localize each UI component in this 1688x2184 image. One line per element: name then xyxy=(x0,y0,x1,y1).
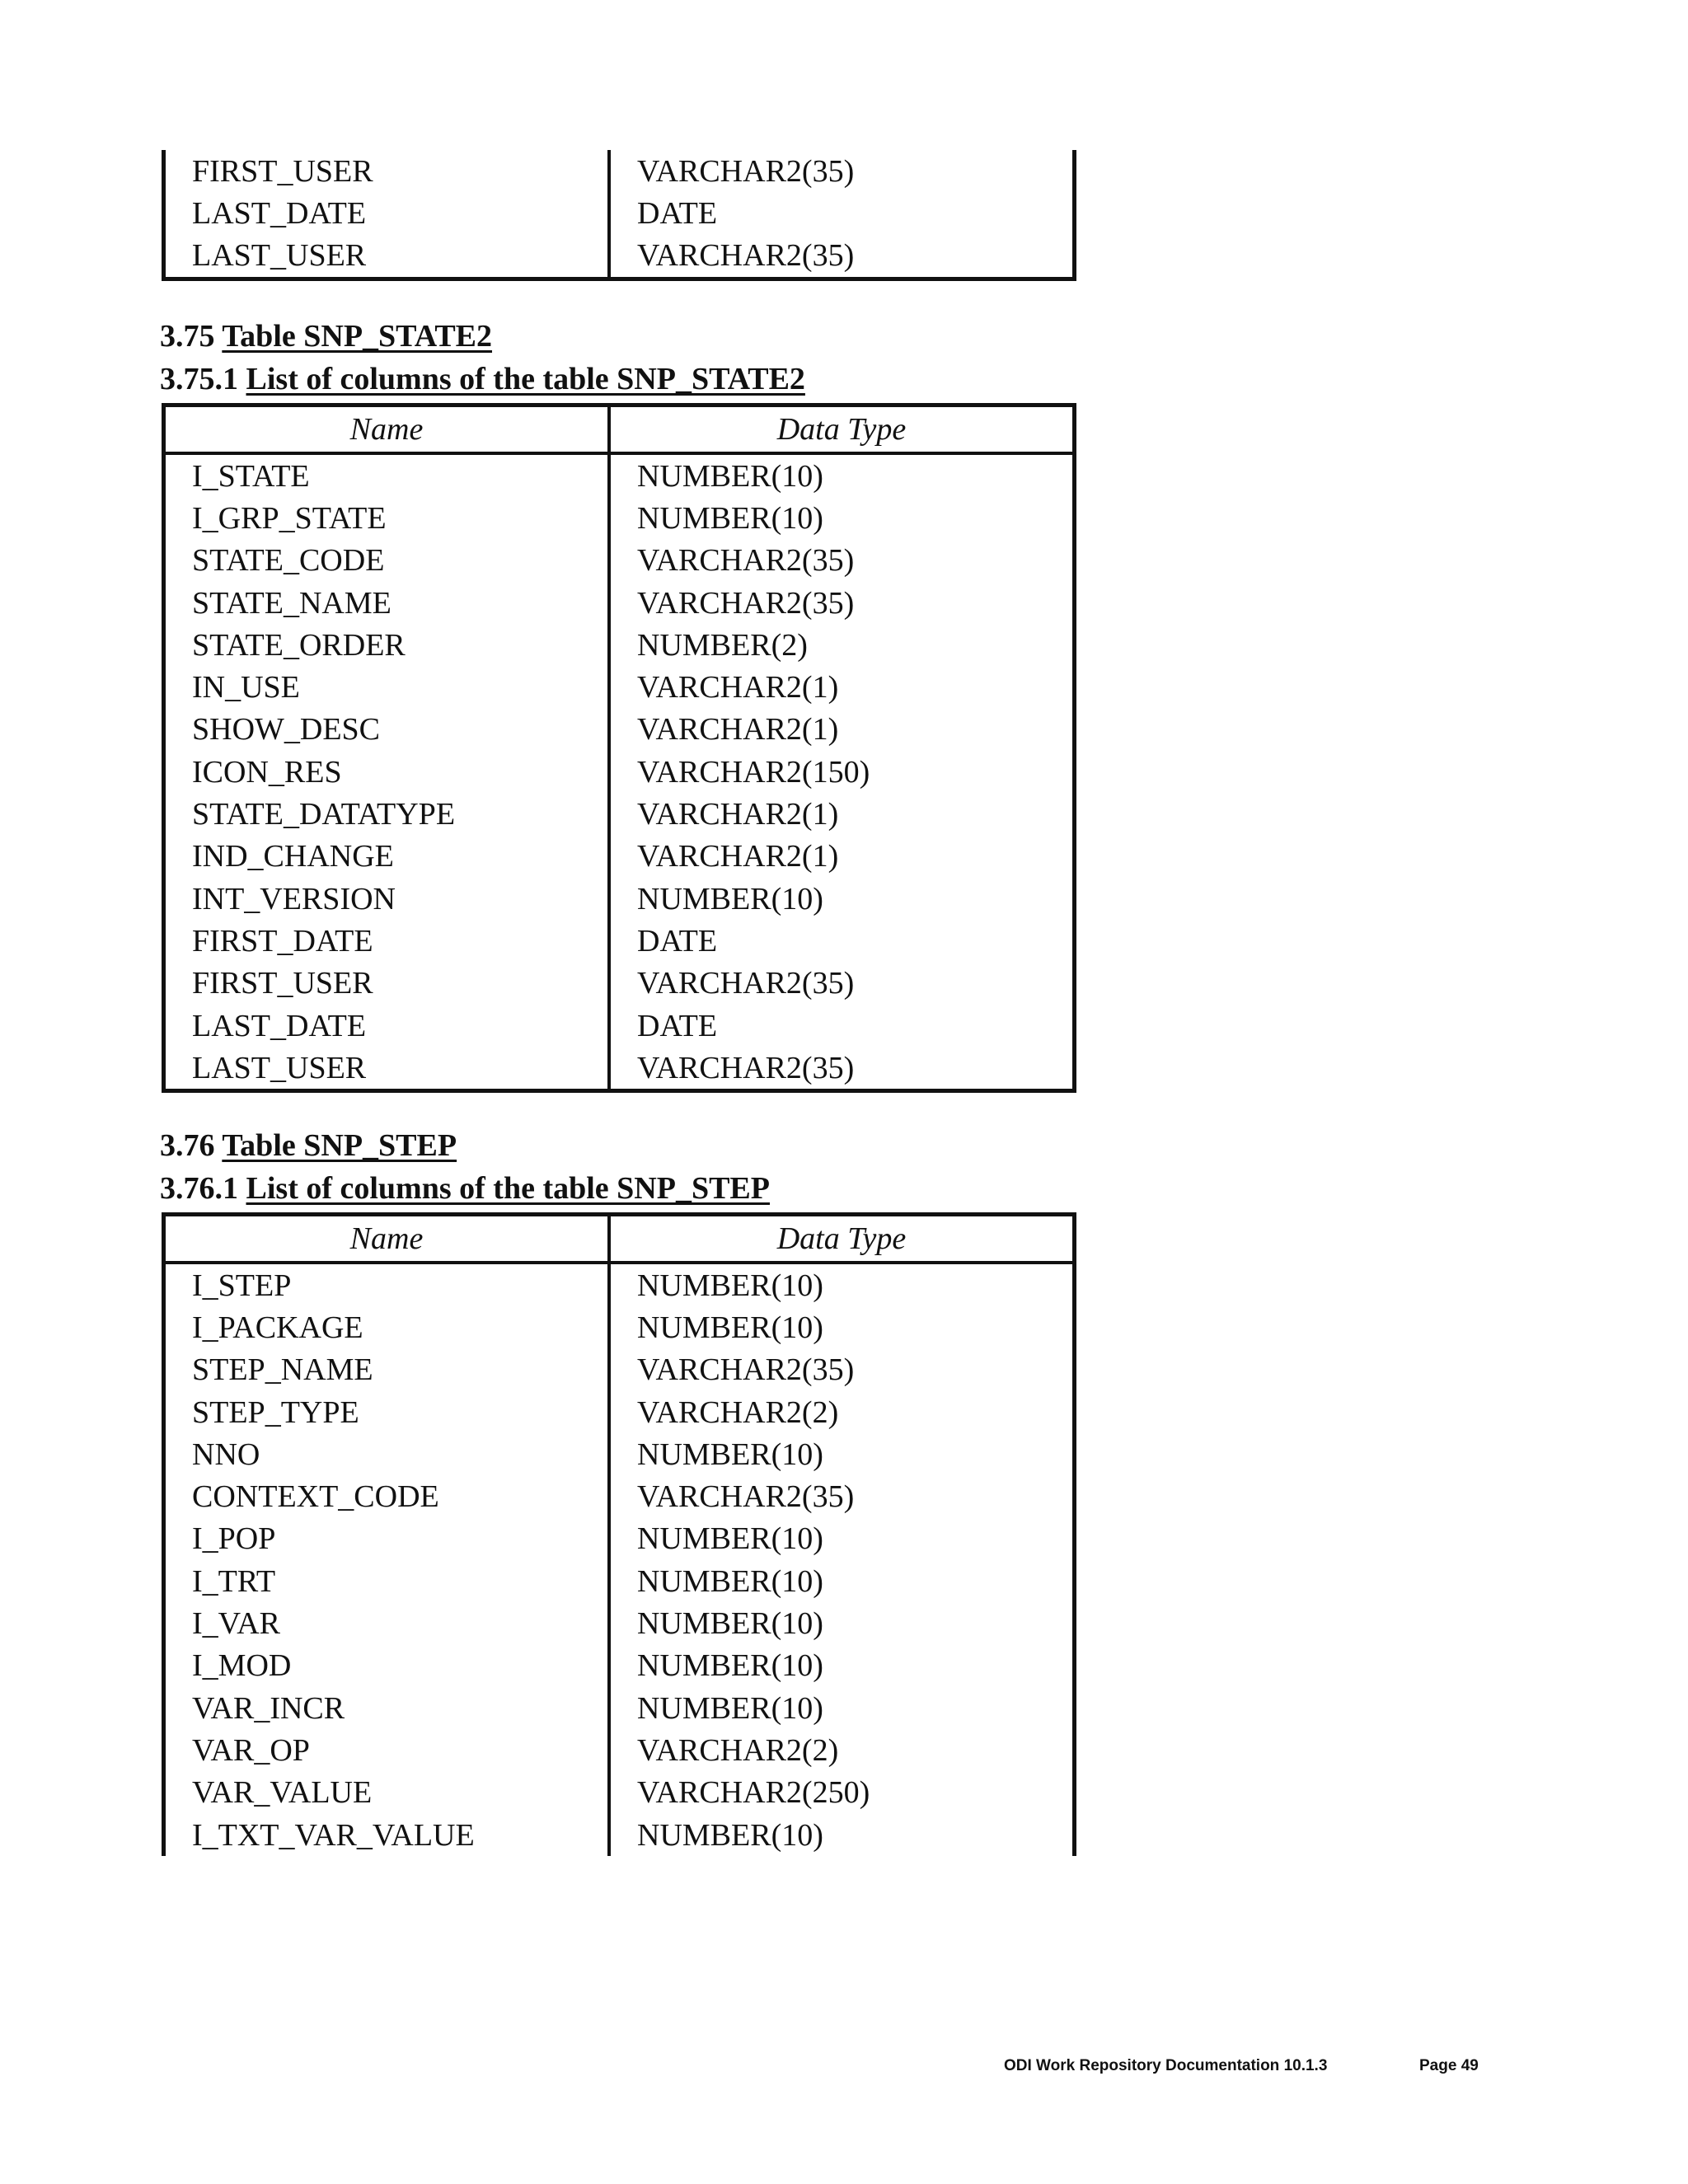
table-row xyxy=(166,709,1072,751)
header-data-type: Data Type xyxy=(776,1221,907,1256)
table-row xyxy=(166,192,1072,234)
table-row xyxy=(166,1560,1072,1602)
data-type-cell: NUMBER(10) xyxy=(637,1436,823,1472)
table-row xyxy=(166,1814,1072,1856)
column-name-cell: LAST_DATE xyxy=(166,192,611,234)
header-name: Name xyxy=(166,407,611,452)
column-name-cell: STATE_ORDER xyxy=(166,624,611,666)
data-type-cell: NUMBER(10) xyxy=(637,1648,823,1684)
column-name-cell: I_MOD xyxy=(166,1645,611,1687)
column-name-cell: I_STEP xyxy=(166,1264,611,1306)
column-name-cell: I_PACKAGE xyxy=(166,1306,611,1348)
footer-doc-title: ODI Work Repository Documentation 10.1.3 xyxy=(1004,2057,1328,2074)
subsection-title: List of columns of the table SNP_STEP xyxy=(246,1171,770,1206)
table-row xyxy=(166,1729,1072,1771)
data-type-cell: VARCHAR2(250) xyxy=(637,1775,870,1811)
table-row xyxy=(166,1518,1072,1560)
data-type-cell: VARCHAR2(150) xyxy=(637,754,870,790)
data-type-cell: VARCHAR2(35) xyxy=(637,543,855,579)
data-type-cell: VARCHAR2(2) xyxy=(637,1394,839,1430)
table-row xyxy=(166,751,1072,793)
header-data-type: Data Type xyxy=(776,412,907,447)
column-name-cell: FIRST_USER xyxy=(166,963,611,1005)
table-row xyxy=(166,1772,1072,1814)
table-row xyxy=(166,540,1072,582)
column-name-cell: NNO xyxy=(166,1433,611,1475)
table-header-row xyxy=(166,1216,1072,1264)
table-row xyxy=(166,1306,1072,1348)
column-name-cell: I_STATE xyxy=(166,455,611,497)
column-name-cell: I_TXT_VAR_VALUE xyxy=(166,1814,611,1856)
step-columns-table xyxy=(162,1212,1076,1856)
data-type-cell: NUMBER(10) xyxy=(637,1690,823,1726)
section-title: Table SNP_STATE2 xyxy=(222,319,493,354)
data-type-cell: NUMBER(10) xyxy=(637,1310,823,1345)
table-row xyxy=(166,793,1072,835)
table-row xyxy=(166,455,1072,497)
column-name-cell: VAR_INCR xyxy=(166,1687,611,1729)
data-type-cell: VARCHAR2(35) xyxy=(637,1050,855,1085)
data-type-cell: VARCHAR2(1) xyxy=(637,797,839,832)
footer-page-number: Page 49 xyxy=(1419,2057,1479,2074)
data-type-cell: VARCHAR2(35) xyxy=(637,1352,855,1388)
column-name-cell: LAST_DATE xyxy=(166,1005,611,1047)
section-heading-state2 xyxy=(160,318,492,354)
table-row xyxy=(166,1687,1072,1729)
column-name-cell: IND_CHANGE xyxy=(166,836,611,878)
table-row xyxy=(166,1433,1072,1475)
column-name-cell: LAST_USER xyxy=(166,235,611,277)
column-name-cell: STEP_NAME xyxy=(166,1349,611,1391)
section-title: Table SNP_STEP xyxy=(222,1128,457,1163)
data-type-cell: DATE xyxy=(637,923,718,958)
data-type-cell: NUMBER(10) xyxy=(637,458,823,494)
data-type-cell: DATE xyxy=(637,1008,718,1043)
table-row xyxy=(166,1645,1072,1687)
column-name-cell: STATE_CODE xyxy=(166,540,611,582)
column-name-cell: VAR_OP xyxy=(166,1729,611,1771)
column-name-cell: I_GRP_STATE xyxy=(166,497,611,539)
table-row xyxy=(166,1349,1072,1391)
data-type-cell: NUMBER(10) xyxy=(637,1521,823,1557)
data-type-cell: VARCHAR2(35) xyxy=(637,238,855,274)
column-name-cell: STEP_TYPE xyxy=(166,1391,611,1433)
subsection-heading-step xyxy=(160,1170,770,1207)
data-type-cell: DATE xyxy=(637,195,718,231)
data-type-cell: VARCHAR2(35) xyxy=(637,1479,855,1515)
column-name-cell: I_TRT xyxy=(166,1560,611,1602)
subsection-heading-state2 xyxy=(160,361,805,397)
data-type-cell: NUMBER(10) xyxy=(637,1817,823,1853)
header-name: Name xyxy=(166,1216,611,1261)
table-row xyxy=(166,1391,1072,1433)
column-name-cell: FIRST_DATE xyxy=(166,920,611,962)
data-type-cell: NUMBER(10) xyxy=(637,1268,823,1303)
data-type-cell: VARCHAR2(35) xyxy=(637,153,855,189)
data-type-cell: NUMBER(10) xyxy=(637,1606,823,1642)
column-name-cell: VAR_VALUE xyxy=(166,1772,611,1814)
subsection-number: 3.76.1 xyxy=(160,1171,238,1206)
section-heading-step xyxy=(160,1127,457,1164)
column-name-cell: IN_USE xyxy=(166,666,611,708)
table-row xyxy=(166,836,1072,878)
table-row xyxy=(166,1264,1072,1306)
table-header-row xyxy=(166,407,1072,455)
table-row xyxy=(166,1005,1072,1047)
table-row xyxy=(166,1602,1072,1644)
data-type-cell: NUMBER(10) xyxy=(637,500,823,536)
table-row xyxy=(166,920,1072,962)
table-row xyxy=(166,150,1072,192)
data-type-cell: VARCHAR2(35) xyxy=(637,966,855,1001)
table-row xyxy=(166,1047,1072,1089)
column-name-cell: STATE_NAME xyxy=(166,582,611,624)
table-row xyxy=(166,497,1072,539)
data-type-cell: VARCHAR2(1) xyxy=(637,670,839,705)
table-row xyxy=(166,624,1072,666)
data-type-cell: VARCHAR2(35) xyxy=(637,585,855,621)
column-name-cell: I_VAR xyxy=(166,1602,611,1644)
table-row xyxy=(166,582,1072,624)
table-row xyxy=(166,1475,1072,1517)
column-name-cell: INT_VERSION xyxy=(166,878,611,920)
table-row xyxy=(166,963,1072,1005)
column-name-cell: ICON_RES xyxy=(166,751,611,793)
state2-columns-table xyxy=(162,403,1076,1093)
column-name-cell: SHOW_DESC xyxy=(166,709,611,751)
subsection-title: List of columns of the table SNP_STATE2 xyxy=(246,362,805,396)
data-type-cell: VARCHAR2(1) xyxy=(637,712,839,748)
data-type-cell: NUMBER(2) xyxy=(637,627,808,663)
data-type-cell: VARCHAR2(1) xyxy=(637,839,839,874)
section-number: 3.76 xyxy=(160,1128,215,1163)
continued-columns-table xyxy=(162,150,1076,281)
column-name-cell: FIRST_USER xyxy=(166,150,611,192)
data-type-cell: NUMBER(10) xyxy=(637,881,823,916)
table-row xyxy=(166,235,1072,277)
data-type-cell: VARCHAR2(2) xyxy=(637,1732,839,1768)
column-name-cell: STATE_DATATYPE xyxy=(166,793,611,835)
column-name-cell: LAST_USER xyxy=(166,1047,611,1089)
column-name-cell: CONTEXT_CODE xyxy=(166,1475,611,1517)
data-type-cell: NUMBER(10) xyxy=(637,1563,823,1599)
table-row xyxy=(166,666,1072,708)
subsection-number: 3.75.1 xyxy=(160,362,238,396)
section-number: 3.75 xyxy=(160,319,215,354)
table-row xyxy=(166,878,1072,920)
column-name-cell: I_POP xyxy=(166,1518,611,1560)
